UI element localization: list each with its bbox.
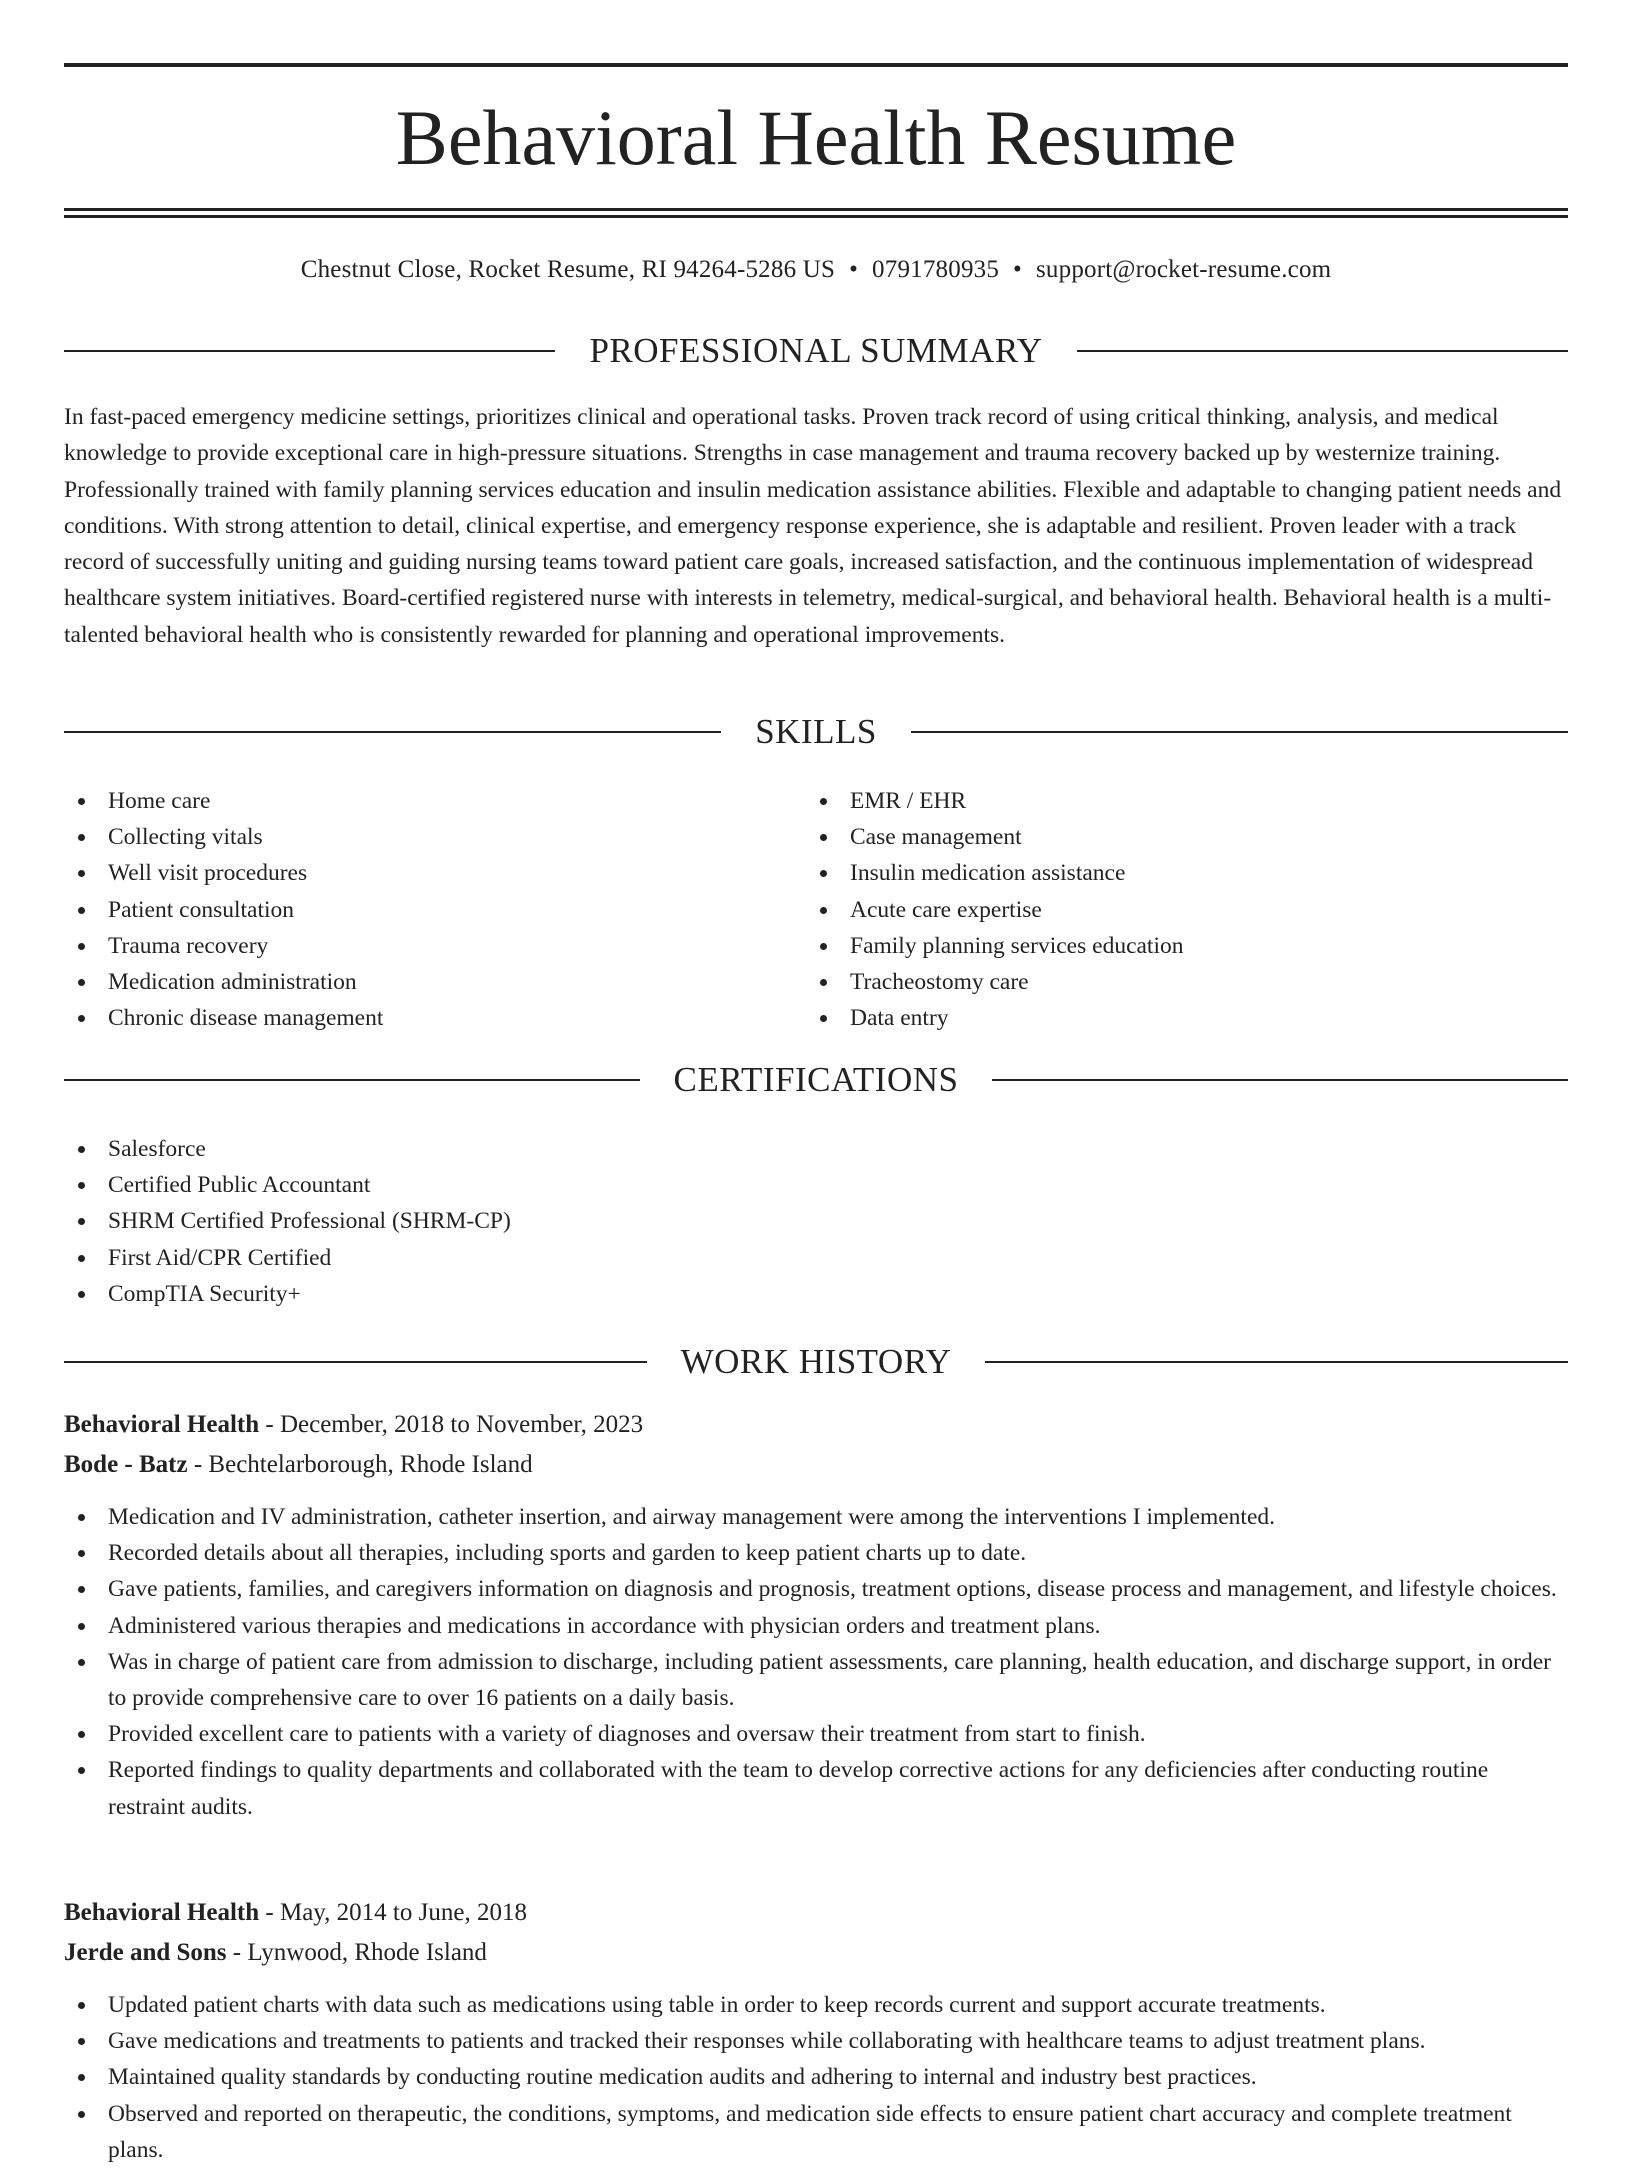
job-title-line (64, 1893, 1568, 1933)
job-dates: - May, 2014 to June, 2018 (259, 1899, 527, 1926)
contact-address: Chestnut Close, Rocket Resume, RI 94264-5286 US (300, 256, 836, 283)
job-duty-item: Reported findings to quality departments and collaborated with the team to develop corrective actions for any deficiencies after conducting routine restraint audits. (64, 1752, 1568, 1824)
job-title-line (64, 1405, 1568, 1445)
job-duty-item: Updated patient charts with data such as medications using table in order to keep records current and support accurate treatments. (64, 1987, 1568, 2023)
header-double-rule (64, 208, 1568, 218)
work-history-heading-label: WORK HISTORY (680, 1342, 952, 1381)
job-duty-item: Recorded details about all therapies, including sports and garden to keep patient charts up to date. (64, 1535, 1568, 1571)
job-employer-line (64, 1445, 1568, 1485)
job-employer: Jerde and Sons (64, 1939, 227, 1966)
job-duties-list (64, 1987, 1568, 2168)
heading-rule-right (992, 1079, 1568, 1081)
certification-item: SHRM Certified Professional (SHRM-CP) (64, 1203, 1568, 1239)
job-duties-list (64, 1499, 1568, 1825)
skills-column-left (64, 783, 764, 1036)
job-duties-1 (64, 1499, 1568, 1825)
heading-rule-left (64, 350, 555, 352)
certifications-heading-label: CERTIFICATIONS (673, 1060, 959, 1099)
skill-item: EMR / EHR (806, 783, 1506, 819)
job-duty-item: Observed and reported on therapeutic, the conditions, symptoms, and medication side effects to ensure patient chart accuracy and complete treatment plans. (64, 2096, 1568, 2168)
job-employer-line (64, 1933, 1568, 1973)
skills-heading (64, 710, 1568, 754)
job-dates: - December, 2018 to November, 2023 (259, 1411, 644, 1438)
skill-item: Patient consultation (64, 892, 764, 928)
job-employer: Bode - Batz (64, 1451, 188, 1478)
certifications-heading (64, 1058, 1568, 1102)
certifications-block (64, 1131, 1568, 1312)
job-duty-item: Administered various therapies and medications in accordance with physician orders and treatment plans. (64, 1608, 1568, 1644)
skill-item: Case management (806, 819, 1506, 855)
heading-rule-left (64, 1361, 647, 1363)
skills-list-right (806, 783, 1506, 1036)
certifications-list (64, 1131, 1568, 1312)
summary-heading-label: PROFESSIONAL SUMMARY (589, 331, 1043, 370)
skills-list-left (64, 783, 764, 1036)
skill-item: Chronic disease management (64, 1000, 764, 1036)
professional-summary: In fast-paced emergency medicine settings, prioritizes clinical and operational tasks. Proven track record of using critical thinking, analysis, and medical knowledge to provide exceptional care in high-pressure situations. Strengths in case management and trauma recovery backed up by westernize training. Professionally trained with family planning services education and insulin medication assistance abilities. Flexible and adaptable to changing patient needs and conditions. With strong attention to detail, clinical expertise, and emergency response experience, she is adaptable and resilient. Proven leader with a track record of successfully uniting and guiding nursing teams toward patient care goals, increased satisfaction, and the continuous implementation of widespread healthcare system initiatives. Board-certified registered nurse with interests in telemetry, medical-surgical, and behavioral health. Behavioral health is a multi-talented behavioral health who is consistently rewarded for planning and operational improvements. (64, 404, 1562, 648)
skill-item: Well visit procedures (64, 855, 764, 891)
skill-item: Trauma recovery (64, 928, 764, 964)
skill-item: Collecting vitals (64, 819, 764, 855)
job-location: - Lynwood, Rhode Island (226, 1939, 487, 1966)
job-duty-item: Provided excellent care to patients with a variety of diagnoses and oversaw their treatment from start to finish. (64, 1716, 1568, 1752)
contact-email[interactable]: support@rocket-resume.com (1036, 256, 1332, 283)
contact-separator: • (849, 256, 859, 283)
job-title: Behavioral Health (64, 1899, 260, 1926)
skill-item: Family planning services education (806, 928, 1506, 964)
job-duty-item: Maintained quality standards by conducting routine medication audits and adhering to internal and industry best practices. (64, 2059, 1568, 2095)
resume-title: Behavioral Health Resume (395, 94, 1237, 181)
certification-item: CompTIA Security+ (64, 1276, 1568, 1312)
heading-rule-right (1077, 350, 1568, 352)
contact-separator: • (1013, 256, 1022, 283)
job-duty-item: Medication and IV administration, catheter insertion, and airway management were among the interventions I implemented. (64, 1499, 1568, 1535)
skills-heading-label: SKILLS (755, 712, 877, 751)
skill-item: Data entry (806, 1000, 1506, 1036)
job-location: - Bechtelarborough, Rhode Island (187, 1451, 533, 1478)
heading-rule-left (64, 731, 721, 733)
job-duty-item: Gave medications and treatments to patients and tracked their responses while collaborating with healthcare teams to adjust treatment plans. (64, 2023, 1568, 2059)
skill-item: Tracheostomy care (806, 964, 1506, 1000)
skills-column-right (806, 783, 1506, 1036)
heading-rule-right (985, 1361, 1568, 1363)
work-history-heading (64, 1340, 1568, 1384)
contact-line (64, 254, 1568, 286)
job-duties-2 (64, 1987, 1568, 2168)
certification-item: First Aid/CPR Certified (64, 1240, 1568, 1276)
skill-item: Home care (64, 783, 764, 819)
contact-phone[interactable]: 0791780935 (872, 256, 1000, 283)
certification-item: Salesforce (64, 1131, 1568, 1167)
heading-rule-left (64, 1079, 640, 1081)
skill-item: Acute care expertise (806, 892, 1506, 928)
summary-heading (64, 329, 1568, 373)
job-title: Behavioral Health (64, 1411, 260, 1438)
certification-item: Certified Public Accountant (64, 1167, 1568, 1203)
skill-item: Medication administration (64, 964, 764, 1000)
skill-item: Insulin medication assistance (806, 855, 1506, 891)
job-duty-item: Was in charge of patient care from admission to discharge, including patient assessments, care planning, health education, and discharge support, in order to provide comprehensive care to over 16 patients on a daily basis. (64, 1644, 1568, 1716)
header-top-rule (64, 63, 1568, 67)
heading-rule-right (911, 731, 1568, 733)
job-duty-item: Gave patients, families, and caregivers information on diagnosis and prognosis, treatment options, disease process and management, and lifestyle choices. (64, 1571, 1568, 1607)
